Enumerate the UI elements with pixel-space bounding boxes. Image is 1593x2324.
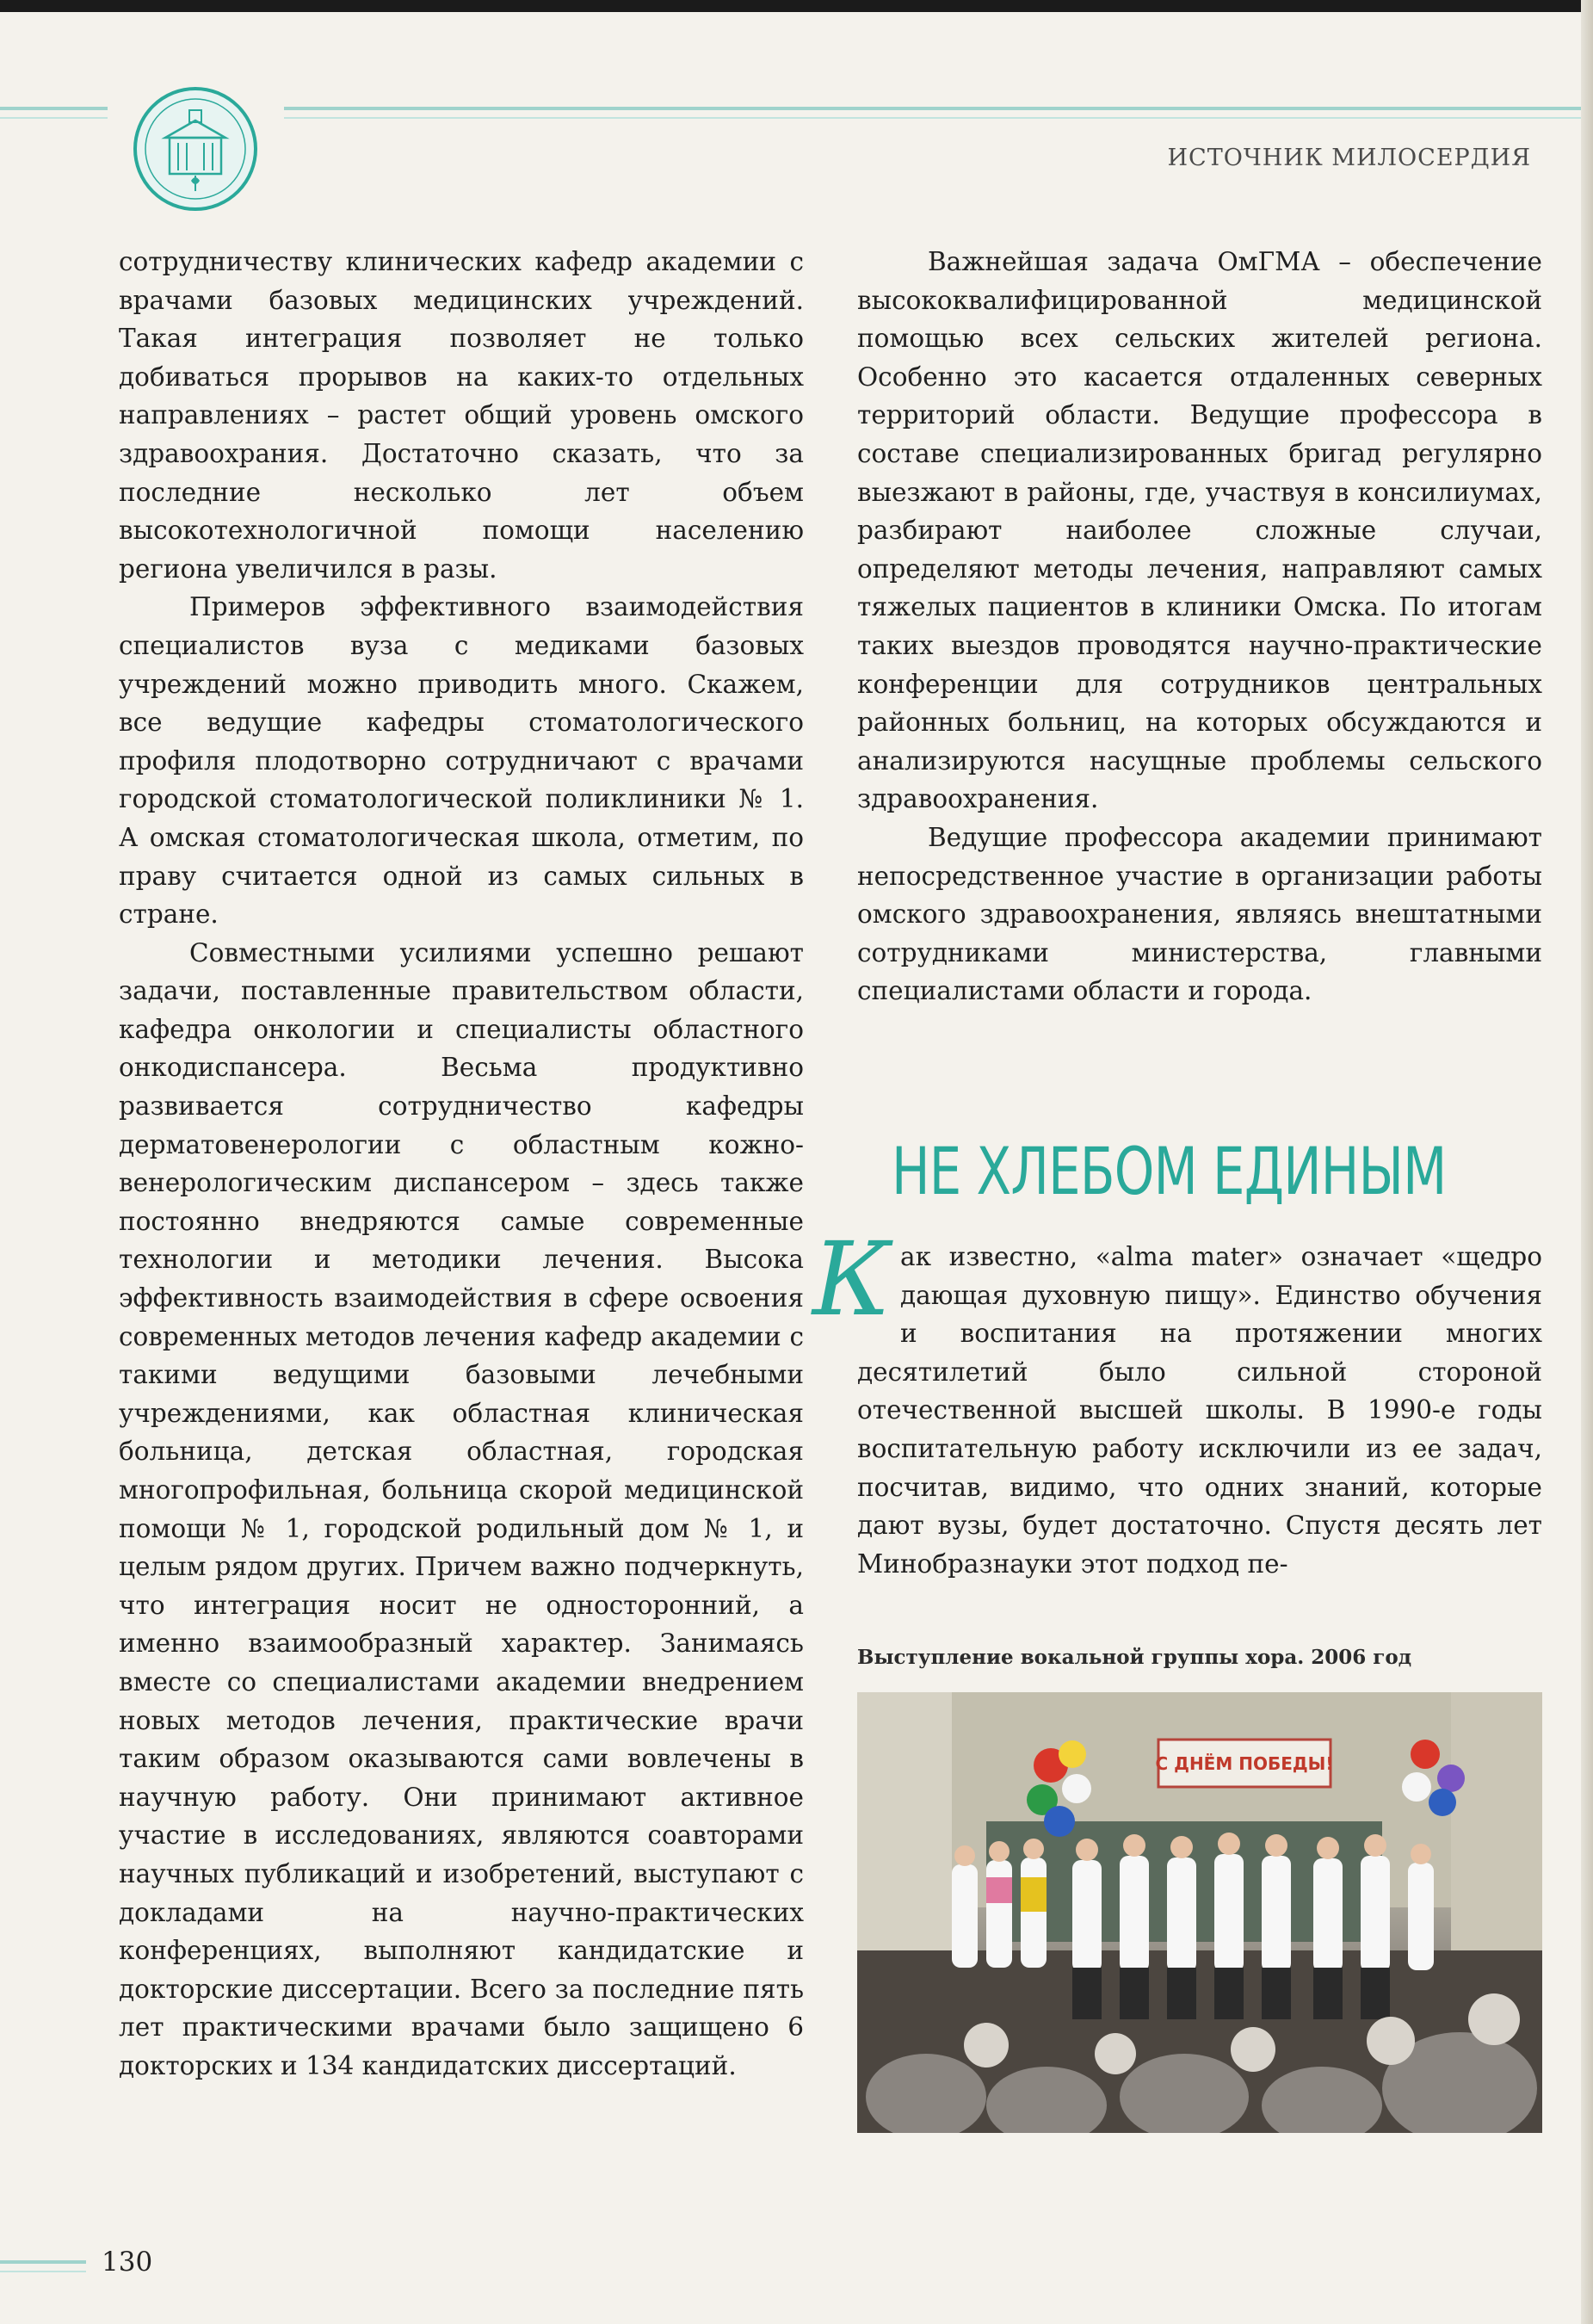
page-number: 130 bbox=[102, 2247, 153, 2278]
right-column bbox=[857, 243, 1542, 1011]
header-rule-left bbox=[0, 107, 108, 110]
left-paragraph-3: Совместными усилиями успешно решают задачи, поставленные правительством области, кафедра онкологии и специалисты областного онкодиспансера. Весьма продуктивно развивается сотрудничество кафедры дерматовенерологии с областным кожно-венерологическим диспансером – здесь также постоянно внедряются самые современные технологии и методики лечения. Высока эффективность взаимодействия в сфере освоения современных методов лечения кафедр академии с такими ведущими базовыми лечебными учреждениями, как областная клиническая больница, детская областная, городская многопрофильная, больница скорой медицинской помощи № 1, городской родильный дом № 1, и целым рядом других. Причем важно подчеркнуть, что интеграция носит не односторонний, а именно взаимообразный характер. Занимаясь вместе со специалистами академии внедрением новых методов лечения, практические врачи таким образом оказываются сами вовлечены в научную работу. Они принимают активное участие в исследованиях, являются соавторами научных публикаций и изобретений, выступают с докладами на научно-практических конференциях, выполняют кандидатские и докторские диссертации. Всего за последние пять лет практическими врачами было защищено 6 докторских и 134 кандидатских диссертаций. bbox=[119, 937, 804, 2080]
footer-rule-thin bbox=[0, 2271, 86, 2272]
left-paragraph-1: сотрудничеству клинических кафедр академии с врачами базовых медицинских учреждений. Такая интеграция позволяет не только добиваться прорывов на каких-то отдельных направлениях – растет общий уровень омского здравоохрания. Достаточно сказать, что за последние несколько лет объем высокотехнологичной помощи населению региона увеличился в разы. bbox=[119, 247, 804, 584]
photo-caption: Выступление вокальной группы хора. 2006 год bbox=[857, 1646, 1412, 1669]
right-paragraph-1: Важнейшая задача ОмГМА – обеспечение высококвалифицированной медицинской помощью всех сельских жителей региона. Особенно это касается отдаленных северных территорий области. Ведущие профессора в составе специализированных бригад регулярно выезжают в районы, где, участвуя в консилиумах, разбирают наиболее сложные случаи, определяют методы лечения, направляют самых тяжелых пациентов в клиники Омска. По итогам таких выездов проводятся научно-практические конференции для сотрудников центральных районных больниц, на которых обсуждаются и анализируются насущные проблемы сельского здравоохранения. bbox=[857, 247, 1542, 814]
page-edge-shadow bbox=[1581, 0, 1593, 2324]
header-rule-right bbox=[284, 107, 1581, 110]
footer-rule bbox=[0, 2260, 86, 2264]
section-title: ИСТОЧНИК МИЛОСЕРДИЯ bbox=[1167, 145, 1531, 171]
academy-emblem-icon bbox=[131, 84, 260, 213]
choir-photo-illustration bbox=[857, 1692, 1542, 2133]
top-edge bbox=[0, 0, 1593, 12]
article-subheading: НЕ ХЛЕБОМ ЕДИНЫМ bbox=[892, 1133, 1447, 1209]
right-paragraph-2: Ведущие профессора академии принимают непосредственное участие в организации работы омского здравоохранения, являясь внештатными сотрудниками министерства, главными специалистами области и города. bbox=[857, 822, 1542, 1006]
header-rule-right-thin bbox=[284, 117, 1581, 119]
header-rule-left-thin bbox=[0, 117, 108, 119]
photo-banner-text: С ДНЁМ ПОБЕДЫ! bbox=[1155, 1753, 1334, 1774]
choir-photo bbox=[857, 1692, 1542, 2133]
dropcap-paragraph-block bbox=[812, 1220, 1542, 1583]
dropcap-letter: К bbox=[812, 1220, 892, 1338]
left-paragraph-2: Примеров эффективного взаимодействия специалистов вуза с медиками базовых учреждений можно приводить много. Скажем, все ведущие кафедры стоматологического профиля плодотворно сотрудничают с врачами городской стоматологической поликлиники № 1. А омская стоматологическая школа, отметим, по праву считается одной из самых сильных в стране. bbox=[119, 592, 804, 930]
left-column bbox=[119, 243, 804, 2086]
dropcap-paragraph: ак известно, «alma mater» означает «щедро дающая духовную пищу». Единство обучения и воспитания на протяжении многих десятилетий было сильной стороной отечественной высшей школы. В 1990-е годы воспитательную работу исключили из ее задач, посчитав, видимо, что одних знаний, которые дают вузы, будет достаточно. Спустя десять лет Минобразнауки этот подход пе- bbox=[857, 1242, 1542, 1579]
